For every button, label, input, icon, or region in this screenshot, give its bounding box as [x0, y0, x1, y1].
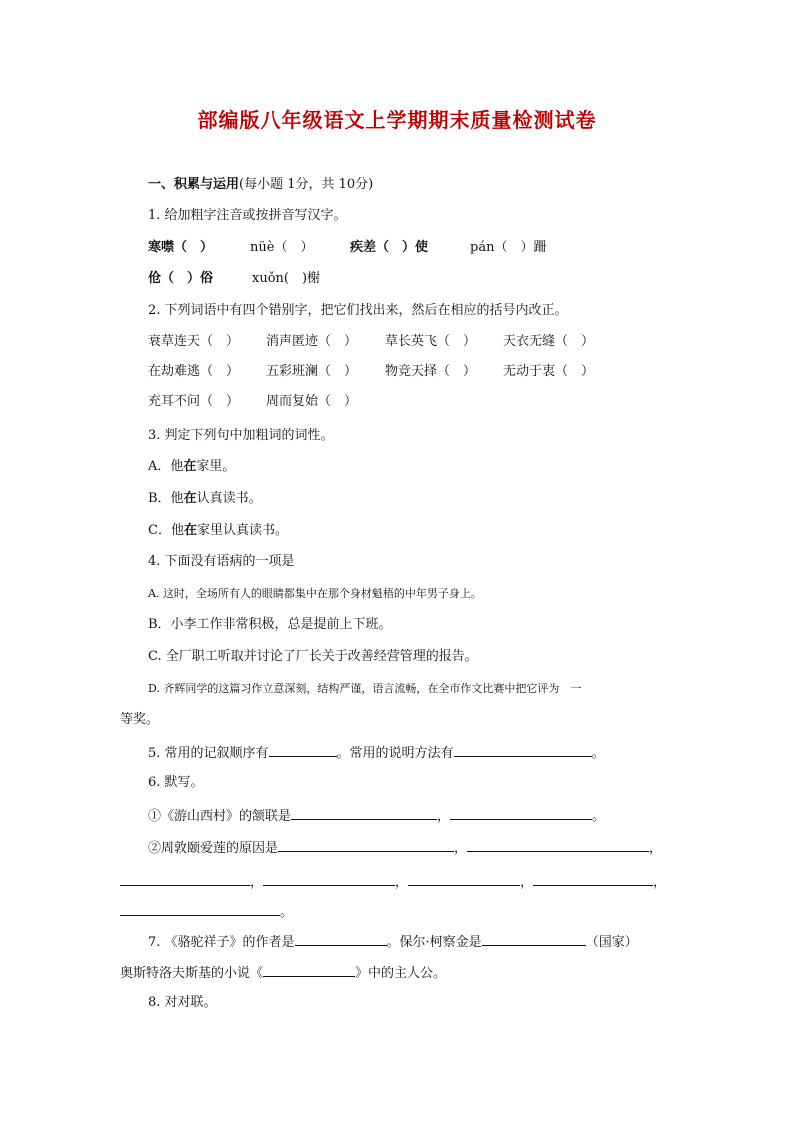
q7-line1 [148, 932, 638, 952]
q7-pre: 7. 《骆驼祥子》的作者是 [148, 935, 295, 950]
q6-blank-9[interactable] [120, 902, 280, 916]
q6-sep: ， [520, 875, 534, 890]
q2-word: 天衣无缝（ ） [503, 334, 595, 349]
q6-end: 。 [280, 905, 294, 920]
q7-line2 [120, 963, 446, 983]
q6-stem: 6. 默写。 [148, 775, 204, 790]
section-title: 一、积累与运用 [148, 177, 240, 192]
q7-l2-post: 》中的主人公。 [355, 966, 447, 981]
q3-option-c-post: 家里认真读书。 [196, 523, 288, 538]
q7-l2-pre: 奥斯特洛夫斯基的小说《 [120, 966, 264, 981]
q7-mid: 。保尔·柯察金是 [386, 935, 482, 950]
q5-blank-2[interactable] [454, 743, 592, 757]
q5-mid: 。常用的说明方法有 [336, 746, 454, 761]
q1-row1-item4: pán（ ）跚 [470, 240, 547, 255]
q6-end: 。 [592, 809, 606, 824]
q3-option-c-bold: 在 [183, 523, 197, 538]
q6-blank-5[interactable] [120, 872, 250, 886]
q5-end: 。 [591, 746, 605, 761]
q3-option-c [148, 522, 288, 540]
q3-option-b-pre: B．他 [148, 491, 184, 506]
q2-word: 五彩班澜（ ） [266, 364, 358, 379]
page-title: 部编版八年级语文上学期期末质量检测试卷 [197, 108, 597, 132]
q1-stem: 1. 给加粗字注音或按拼音写汉字。 [148, 208, 347, 223]
section-heading [148, 176, 373, 194]
q4-option-d-line1: D. 齐辉同学的这篇习作立意深刻，结构严谨，语言流畅，在全市作文比赛中把它评为 一 [148, 682, 582, 695]
q6-line2 [148, 838, 662, 858]
q6-blank-8[interactable] [533, 872, 653, 886]
q6-line1 [148, 806, 605, 826]
q7-country: （国家） [585, 935, 638, 950]
q6-sep: ， [454, 841, 468, 856]
q6-line3 [120, 872, 666, 892]
q5-blank-1[interactable] [269, 743, 337, 757]
q3-option-b-post: 认真读书。 [196, 491, 262, 506]
q3-option-a-post: 家里。 [196, 459, 236, 474]
q2-word: 消声匿迹（ ） [266, 334, 358, 349]
q8-stem: 8. 对对联。 [148, 995, 217, 1010]
q7-blank-1[interactable] [295, 932, 387, 946]
q2-word: 无动于衷（ ） [503, 364, 595, 379]
q4-option-b: B．小李工作非常积极，总是提前上下班。 [148, 617, 392, 632]
q1-row2-item2: xuǒn( )榭 [252, 271, 321, 286]
q3-option-c-pre: C．他 [148, 523, 184, 538]
q1-row1-item1 [148, 239, 213, 257]
section-note: (每小题 1分，共 10分) [239, 177, 374, 192]
q1-row1-item1-text: 寒噤（ ） [148, 240, 214, 255]
q6-l2-pre: ②周敦颐爱莲的原因是 [148, 841, 279, 856]
q6-sep: ， [649, 841, 663, 856]
q1-row1-item2: nüè（ ） [250, 240, 314, 255]
q1-row2-item1-text: 伧（ ）俗 [148, 271, 214, 286]
q1-row1-item3-text: 疾差（ ）使 [350, 240, 429, 255]
q6-sep: ， [653, 875, 667, 890]
q2-word: 在劫难逃（ ） [148, 364, 240, 379]
q4-option-d-line2: 等奖。 [120, 712, 160, 727]
q6-sep: ， [437, 809, 451, 824]
q3-option-b [148, 490, 262, 508]
q2-word: 草长英飞（ ） [385, 334, 477, 349]
q6-sep: ， [395, 875, 409, 890]
q6-blank-7[interactable] [408, 872, 520, 886]
q2-word: 周而复始（ ） [266, 394, 358, 409]
q2-stem: 2. 下列词语中有四个错别字，把它们找出来，然后在相应的括号内改正。 [148, 303, 568, 318]
q2-word: 衰草连天（ ） [148, 334, 240, 349]
q3-option-b-bold: 在 [183, 491, 197, 506]
q2-word: 充耳不问（ ） [148, 394, 240, 409]
q6-blank-3[interactable] [278, 838, 454, 852]
q4-option-a: A. 这时，全场所有人的眼睛都集中在那个身材魁梧的中年男子身上。 [148, 587, 482, 600]
q5-line [148, 743, 605, 763]
q3-option-a-bold: 在 [183, 459, 197, 474]
q7-blank-3[interactable] [263, 963, 355, 977]
q6-l1-pre: ①《游山西村》的颔联是 [148, 809, 292, 824]
q6-blank-1[interactable] [291, 806, 437, 820]
q6-sep: ， [250, 875, 264, 890]
q1-row2-item1 [148, 270, 213, 288]
q7-blank-2[interactable] [482, 932, 586, 946]
q2-word: 物竞天择（ ） [385, 364, 477, 379]
q6-blank-6[interactable] [263, 872, 395, 886]
q3-stem: 3. 判定下列句中加粗词的词性。 [148, 428, 334, 443]
q3-option-a [148, 458, 235, 476]
q5-stem: 5. 常用的记叙顺序有 [148, 746, 269, 761]
q4-stem: 4. 下面没有语病的一项是 [148, 554, 295, 569]
q6-blank-2[interactable] [450, 806, 592, 820]
q1-row1-item3 [350, 239, 428, 257]
q6-line4 [120, 902, 293, 922]
q6-blank-4[interactable] [467, 838, 649, 852]
q4-option-c: C. 全厂职工听取并讨论了厂长关于改善经营管理的报告。 [148, 649, 478, 664]
q3-option-a-pre: A．他 [148, 459, 184, 474]
